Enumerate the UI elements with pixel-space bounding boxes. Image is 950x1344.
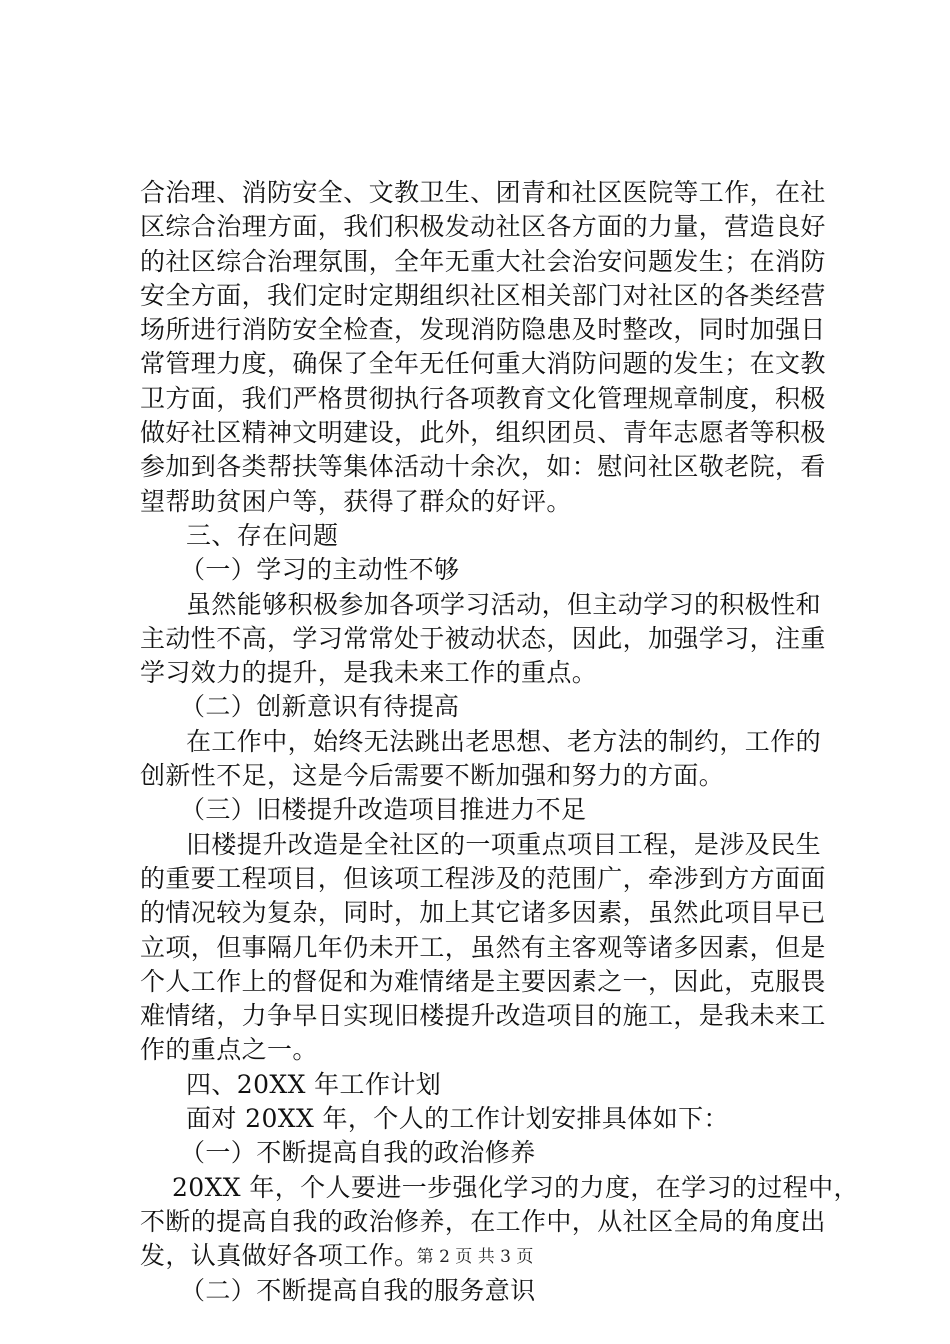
text-line: 面对 20XX 年，个人的工作计划安排具体如下： [186,1104,729,1134]
body-text [140,176,859,1308]
text-line: 安全方面，我们定时定期组织社区相关部门对社区的各类经营 [140,280,826,310]
text-line: 的情况较为复杂，同时，加上其它诸多因素，虽然此项目早已 [140,898,826,928]
text-line: 作的重点之一。 [140,1035,318,1065]
text-line: 望帮助贫困户等，获得了群众的好评。 [140,486,572,516]
text-line: 主动性不高，学习常常处于被动状态，因此，加强学习，注重 [140,623,826,653]
text-line: 发，认真做好各项工作。 [140,1241,420,1271]
text-line: 不断的提高自我的政治修养，在工作中，从社区全局的角度出 [140,1206,826,1236]
text-line: 个人工作上的督促和为难情绪是主要因素之一，因此，克服畏 [140,966,826,996]
subsection-heading: （三）旧楼提升改造项目推进力不足 [180,795,587,825]
text-line: 卫方面，我们严格贯彻执行各项教育文化管理规章制度，积极 [140,383,826,413]
text-line: 区综合治理方面，我们积极发动社区各方面的力量，营造良好 [140,212,826,242]
text-line: 在工作中，始终无法跳出老思想、老方法的制约，工作的 [186,726,822,756]
text-line: 20XX 年，个人要进一步强化学习的力度，在学习的过程中， [172,1172,859,1202]
text-line: 的重要工程项目，但该项工程涉及的范围广，牵涉到方方面面 [140,863,826,893]
text-line: 学习效力的提升，是我未来工作的重点。 [140,658,598,688]
text-line: 立项，但事隔几年仍未开工，虽然有主客观等诸多因素，但是 [140,932,826,962]
text-line: 创新性不足，这是今后需要不断加强和努力的方面。 [140,761,725,791]
text-line: 虽然能够积极参加各项学习活动，但主动学习的积极性和 [186,589,822,619]
text-line: 场所进行消防安全检查，发现消防隐患及时整改，同时加强日 [140,315,826,345]
text-line: 做好社区精神文明建设，此外，组织团员、青年志愿者等积极 [140,418,826,448]
subsection-heading: （二）不断提高自我的服务意识 [180,1275,536,1305]
text-line: 难情绪，力争早日实现旧楼提升改造项目的施工，是我未来工 [140,1001,826,1031]
text-line: 的社区综合治理氛围，全年无重大社会治安问题发生；在消防 [140,246,826,276]
text-line: 旧楼提升改造是全社区的一项重点项目工程，是涉及民生 [186,829,822,859]
section-heading: 三、存在问题 [186,520,339,550]
text-line: 合治理、消防安全、文教卫生、团青和社区医院等工作，在社 [140,178,826,207]
page-footer: 第 2 页 共 3 页 [416,1247,534,1267]
subsection-heading: （二）创新意识有待提高 [180,692,460,722]
text-line: 常管理力度，确保了全年无任何重大消防问题的发生；在文教 [140,349,826,379]
section-heading: 四、20XX 年工作计划 [186,1069,442,1099]
subsection-heading: （一）学习的主动性不够 [180,555,460,585]
subsection-heading: （一）不断提高自我的政治修养 [180,1138,536,1168]
text-line: 参加到各类帮扶等集体活动十余次，如：慰问社区敬老院，看 [140,452,826,482]
